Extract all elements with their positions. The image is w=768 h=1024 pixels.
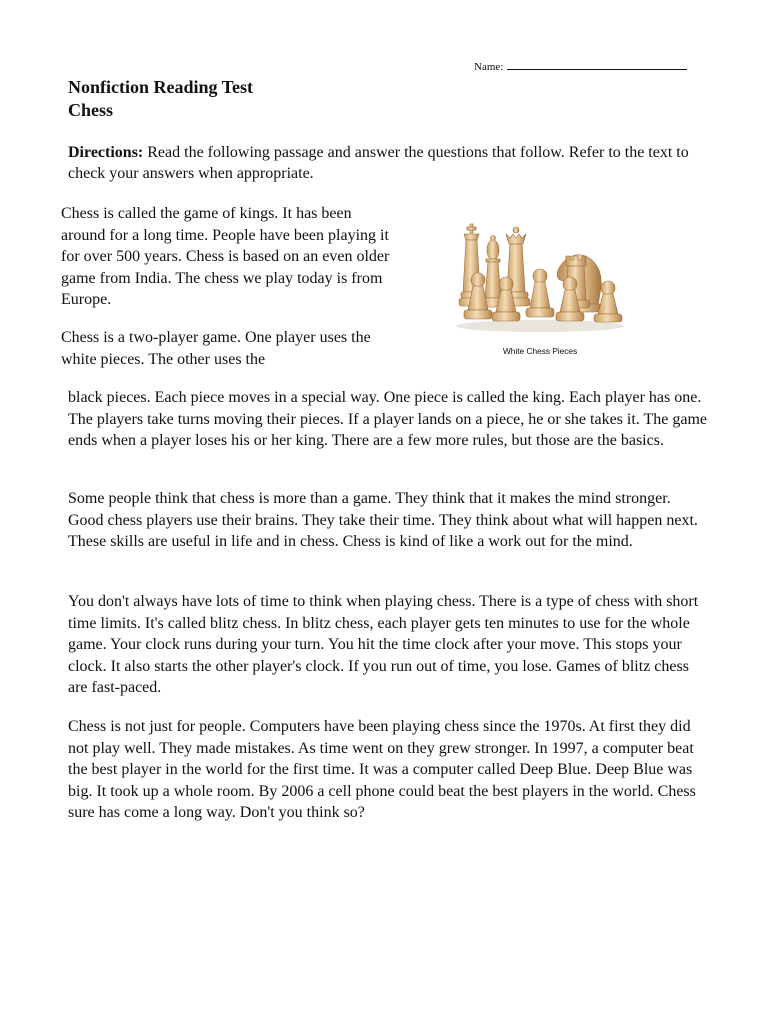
name-blank-line[interactable] bbox=[507, 58, 687, 70]
directions-label: Directions: bbox=[68, 144, 144, 161]
passage-paragraph-4: You don't always have lots of time to think when playing chess. There is a type of chess with short time limits. It's called blitz chess. In blitz chess, each player gets ten minutes to use for the whole game. Your clock runs during your turn. You hit the time clock after your move. This stops your clock. It also starts the other player's clock. If you run out of time, you lose. Games of blitz chess are fast-paced. bbox=[68, 593, 699, 697]
name-field[interactable] bbox=[474, 58, 687, 74]
passage-paragraph-5: Chess is not just for people. Computers have been playing chess since the 1970s. At first they did not play well. They made mistakes. As time went on they grew stronger. In 1997, a computer beat the best player in the world for the first time. It was a computer called Deep Blue. Deep Blue was big. It took up a whole room. By 2006 a cell phone could beat the best players in the world. Chess sure has come a long way. Don't you think so? bbox=[68, 718, 696, 822]
passage-paragraph-2-end: black pieces. Each piece moves in a special way. One piece is called the king. Each player has one. The players take turns moving their pieces. If a player lands on a piece, he or she takes it. The game ends when a player loses his or her king. There are a few more rules, but those are the basics. bbox=[68, 389, 708, 450]
title-line-1: Nonfiction Reading Test bbox=[68, 77, 254, 97]
title-line-2: Chess bbox=[68, 100, 114, 120]
directions-text: Read the following passage and answer the questions that follow. Refer to the text to check your answers when appropriate. bbox=[68, 144, 689, 182]
figure-caption: White Chess Pieces bbox=[502, 346, 578, 356]
page-title bbox=[68, 76, 253, 122]
passage-paragraph-3: Some people think that chess is more than a game. They think that it makes the mind stronger. Good chess players use their brains. They take their time. They think about what will happen next. These skills are useful in life and in chess. Chess is kind of like a work out for the mind. bbox=[68, 490, 698, 551]
directions bbox=[68, 142, 708, 184]
chess-pieces-illustration bbox=[448, 218, 632, 342]
passage-paragraph-1: Chess is called the game of kings. It has been around for a long time. People have been playing it for over 500 years. Chess is based on an even older game from India. The chess we play today is from Europe. bbox=[61, 205, 390, 309]
passage-paragraph-2-start: Chess is a two-player game. One player uses the white pieces. The other uses the bbox=[61, 329, 371, 368]
chess-pieces-image bbox=[448, 218, 632, 358]
name-label: Name: bbox=[474, 61, 504, 73]
